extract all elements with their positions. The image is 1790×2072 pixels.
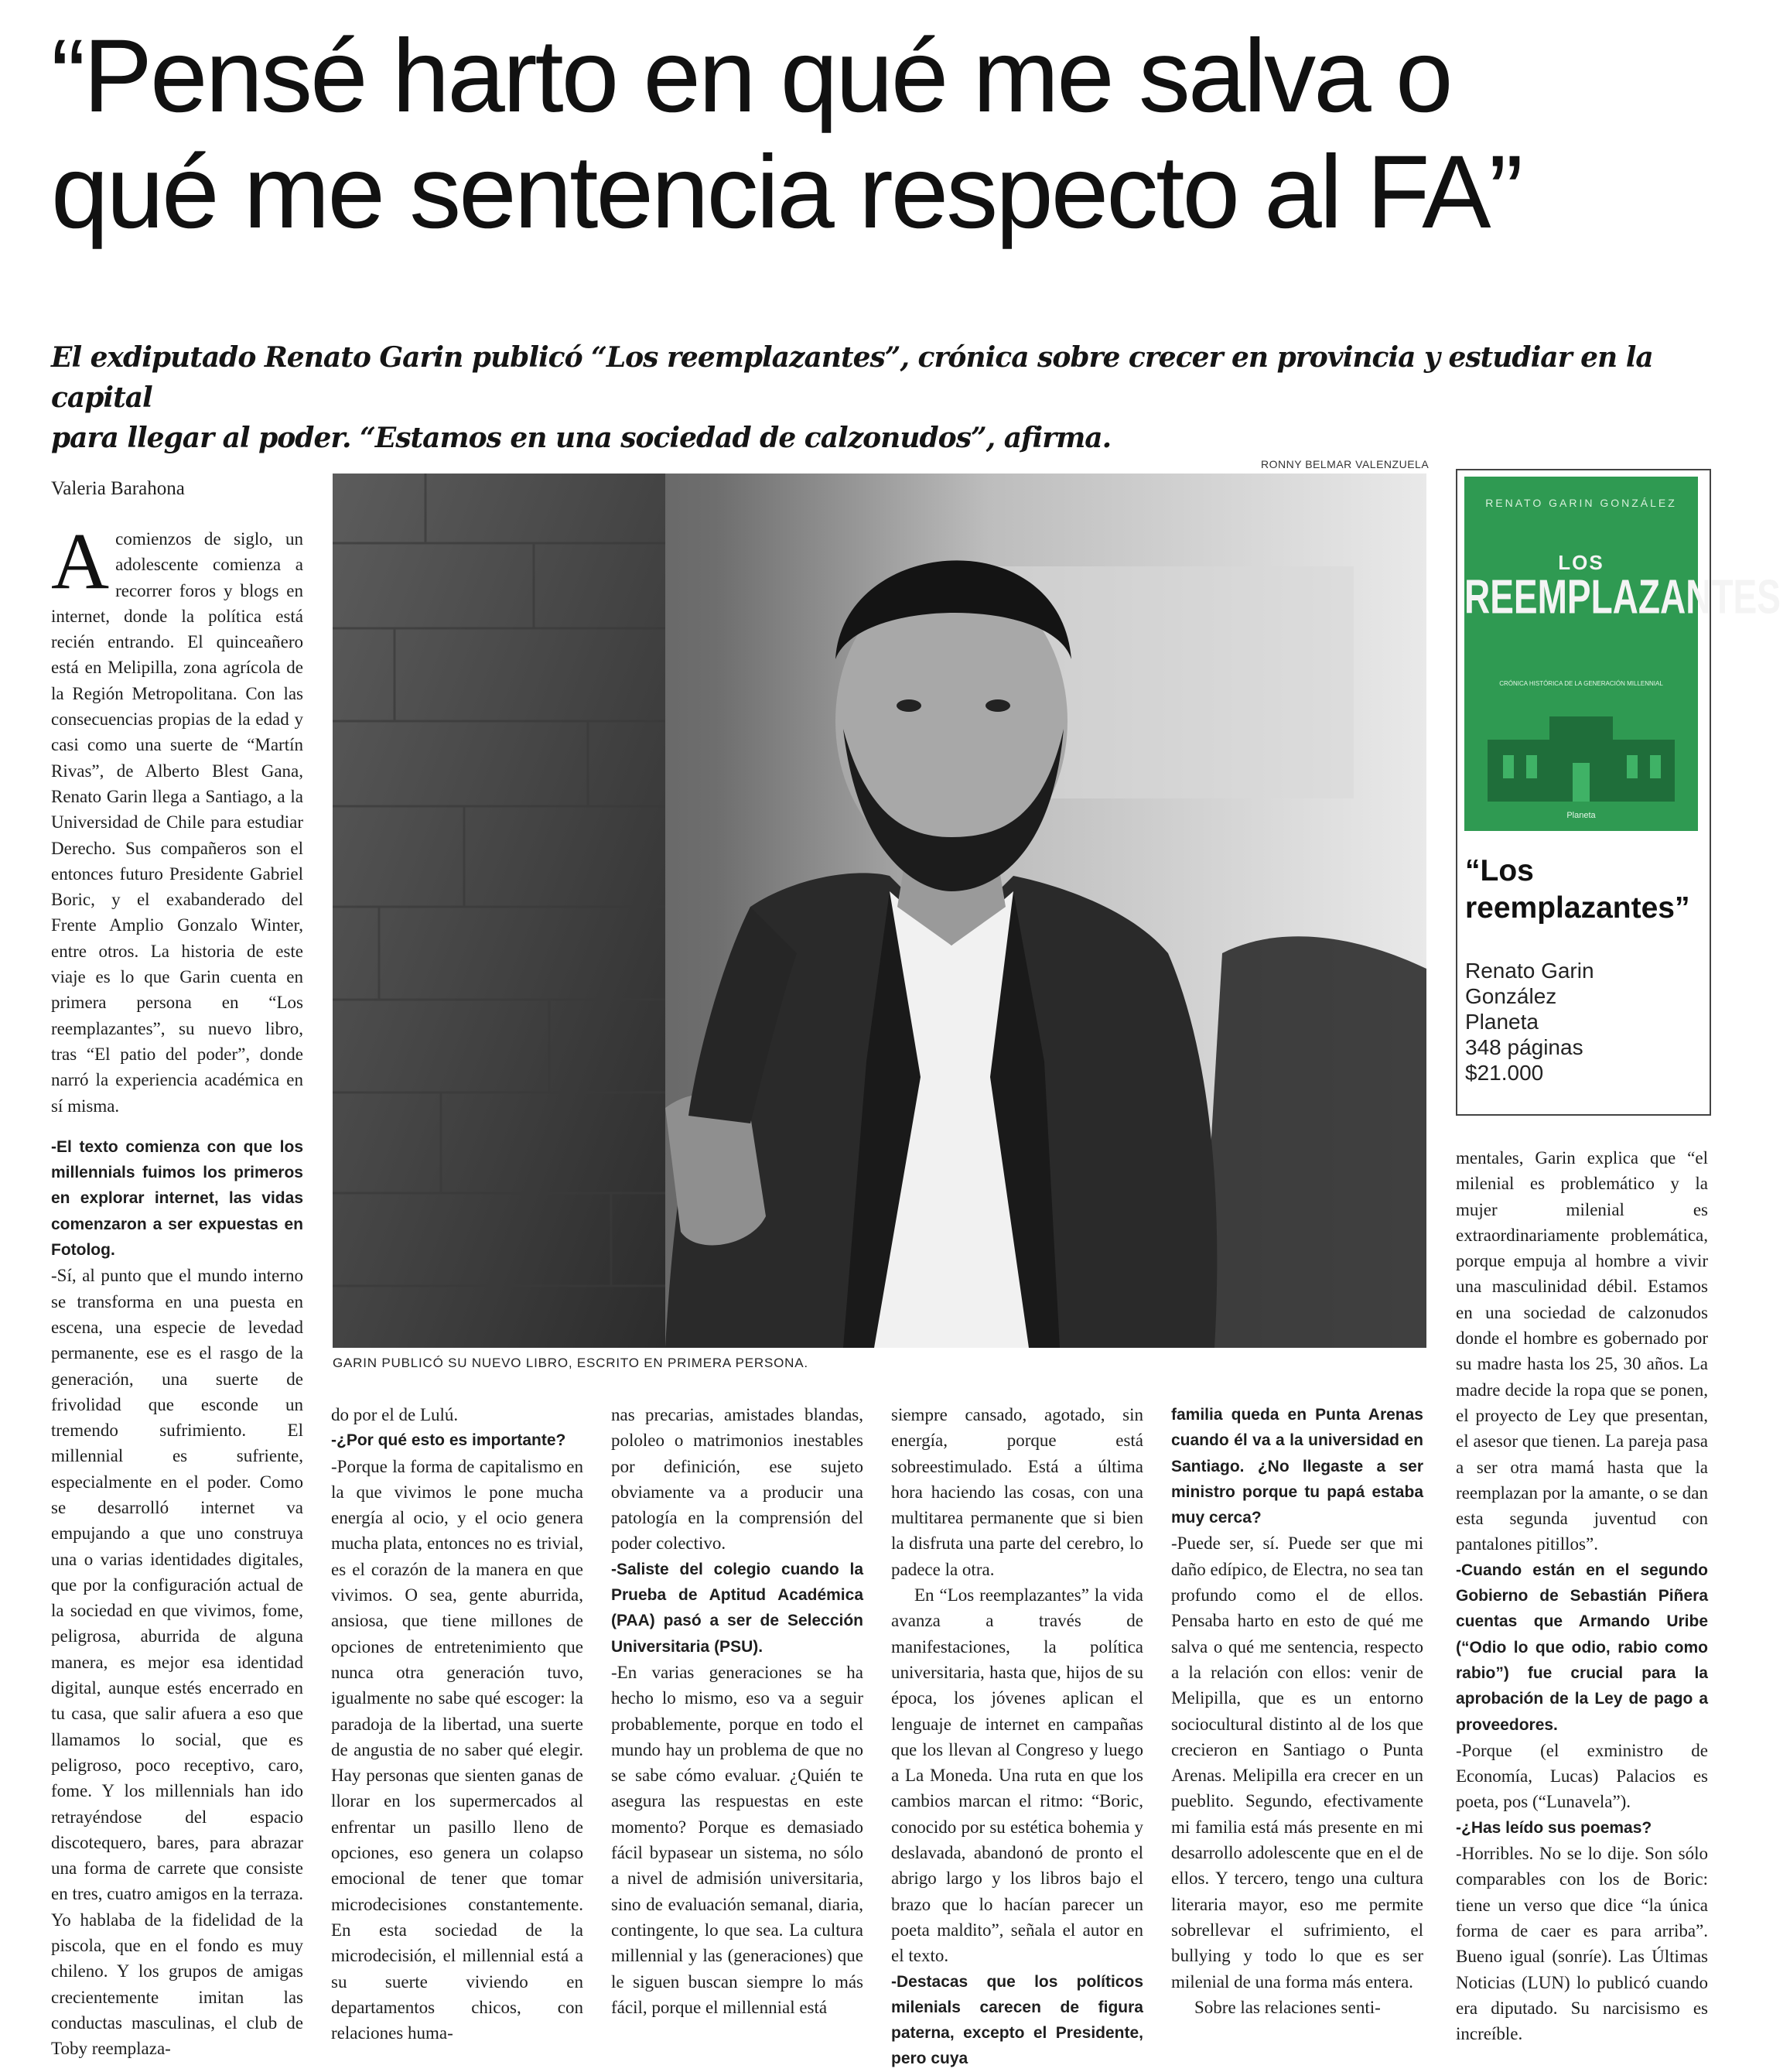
headline	[51, 19, 1737, 251]
article-column-2	[331, 1402, 583, 2046]
photo-caption: GARIN PUBLICÓ SU NUEVO LIBRO, ESCRITO EN PRIMERA PERSONA.	[333, 1356, 808, 1370]
book-title	[1465, 853, 1705, 927]
answer-2-continued: nas precarias, amistades blandas, pololeo o matrimonios inestables por definición, ese sujeto obviamente va a producir una patología en la comprensión del poder colectivo.	[611, 1405, 863, 1554]
article-column-6	[1456, 1145, 1708, 2046]
answer-5: -Porque (el exministro de Economía, Lucas) Palacios es poeta, pos (“Lunavela”).	[1456, 1740, 1708, 1812]
relations-paragraph-continued: mentales, Garin explica que “el milenial es problemático y la mujer milenial es extraordinariamente problemática, porque empuja al hombre a vivir una masculinidad débil. Estamos en una sociedad de calzonudos donde el hombre es gobernado por su madre hasta los 25, 30 años. La madre decide la ropa que se ponen, el proyecto de Ley que presentan, el asesor que tienen. La pareja pasa a ser otra mamá hasta que la reemplazan por la amante, o se dan esta segunda juventud con pantalones pitillos”.	[1456, 1148, 1708, 1554]
article-column-1	[51, 517, 303, 2062]
answer-6: -Horribles. No se lo dije. Son sólo comparables con los de Boric: tiene un verso que dice “la única forma de caer es para arriba”. Bueno igual (sonríe). Las Últimas Noticias (LUN) lo publicó cuando era diputado. Su narcisismo es increíble.	[1456, 1844, 1708, 2044]
answer-4: -Puede ser, sí. Puede ser que mi daño edípico, de Electra, no sea tan profundo como el de ellos. Pensaba harto en esto de qué me salva o qué me sentencia, respecto a la relación con ellos: venir de Melipilla, que es un entorno sociocultural distinto al de los que crecieron en Santiago o Punta Arenas. Melipilla era crecer en un pueblito. Segundo, efectivamente mi familia está más presente en mi desarrollo adolescente que en el de ellos. Y tercero, tengo una cultura literaria mayor, eso me permite sobrellevar el sufrimiento, el bullying y todo lo que es ser milenial de una forma más entera.	[1171, 1533, 1423, 1992]
book-author-line-2: González	[1465, 984, 1557, 1008]
drop-cap: A	[51, 517, 110, 606]
answer-2: -Porque la forma de capitalismo en la que vivimos le pone mucha energía al ocio, y el ocio genera mucha plata, entonces no es trivial, es el corazón de la manera en que vivimos. O sea, gente aburrida, ansiosa, que tiene millones de opciones de entretenimiento que nunca otra generación tuvo, igualmente no sabe qué escoger: la paradoja de la libertad, una suerte de angustia de no saber qué elegir. Hay personas que sienten ganas de llorar en los supermercados al enfrentar un pasillo lleno de opciones, eso genera un colapso emocional de tener que tomar microdecisiones constantemente. En esta sociedad de la microdecisión, el millennial está a su suerte viviendo en departamentos chicos, con relaciones huma-	[331, 1456, 583, 2043]
relations-paragraph: Sobre las relaciones senti-	[1194, 1997, 1381, 2017]
cover-subtitle: CRÓNICA HISTÓRICA DE LA GENERACIÓN MILLENNIAL	[1499, 680, 1663, 687]
book-cover	[1464, 477, 1781, 831]
book-title-line-2: reemplazantes”	[1465, 891, 1690, 925]
cover-los: LOS	[1558, 551, 1604, 574]
question-3: -Saliste del colegio cuando la Prueba de Aptitud Académica (PAA) pasó a ser de Selección Universitaria (PSU).	[611, 1560, 863, 1656]
book-publisher: Planeta	[1465, 1010, 1539, 1034]
deck-line-2: para llegar al poder. “Estamos en una sociedad de calzonudos”, afirma.	[51, 422, 1112, 454]
book-title-line-1: “Los	[1465, 854, 1534, 887]
book-author-line-1: Renato Garin	[1465, 959, 1594, 983]
article-column-4	[891, 1402, 1143, 2072]
question-1: -El texto comienza con que los millennials fuimos los primeros en explorar internet, las vidas comenzaron a ser expuestas en Fotolog.	[51, 1137, 303, 1260]
photo-credit: RONNY BELMAR VALENZUELA	[1261, 458, 1430, 470]
byline: Valeria Barahona	[51, 478, 185, 499]
deck-line-1: El exdiputado Renato Garin publicó “Los reemplazantes”, crónica sobre crecer en provincia y estudiar en la capital	[51, 341, 1653, 414]
book-pages: 348 páginas	[1465, 1035, 1583, 1059]
answer-1: -Sí, al punto que el mundo interno se transforma en una puesta en escena, una especie de levedad permanente, ese es el rasgo de la generación, una suerte de frivolidad que esconde un tremendo sufrimiento. El millennial es sufriente, especialmente en el poder. Como se desarrolló internet va empujando a que uno construya una o varias identidades digitales, que por la configuración actual de la sociedad en que vivimos, fome, peligrosa, aburrida de alguna manera, es mejor esa identidad digital, aunque estés encerrado en tu casa, que salir afuera a eso que llamamos lo social, que es peligroso, poco receptivo, caro, fome. Y los millennials han ido retrayéndose del espacio discotequero, bares, para abrazar una forma de carrete que consiste en tres, cuatro amigos en la terraza. Yo hablaba de la fidelidad de la piscola, que en el fondo es muy chileno. Y los grupos de amigas crecientemente imitan las conductas masculinas, el club de Toby reemplaza-	[51, 1266, 303, 2059]
portrait-photo	[333, 474, 1426, 1348]
deck	[51, 337, 1737, 458]
headline-line-2: qué me sentencia respecto al FA”	[51, 135, 1522, 250]
answer-3-continued: siempre cansado, agotado, sin energía, porque está sobreestimulado. Está a última hora haciendo las cosas, con una multitarea permanente que si bien la disfruta una parte del cerebro, lo padece la otra.	[891, 1405, 1143, 1579]
cover-building-illustration	[1480, 709, 1682, 802]
cover-author: RENATO GARIN GONZÁLEZ	[1485, 497, 1677, 509]
question-4-continued: familia queda en Punta Arenas cuando él va a la universidad en Santiago. ¿No llegaste a ser ministro porque tu papá estaba muy cerca?	[1171, 1406, 1423, 1527]
question-2: -¿Por qué esto es importante?	[331, 1431, 566, 1450]
intro-paragraph: comienzos de siglo, un adolescente comienza a recorrer foros y blogs en internet, donde la política está recién entrando. El quinceañero está en Melipilla, zona agrícola de la Región Metropolitana. Con las consecuencias propias de la edad y casi como una suerte de “Martín Rivas”, de Alberto Blest Gana, Renato Garin llega a Santiago, a la Universidad de Chile para estudiar Derecho. Sus compañeros son el entonces futuro Presidente Gabriel Boric, y el exabanderado del Frente Amplio Gonzalo Winter, entre otros. La historia de este viaje es lo que Garin cuenta en primera persona en “Los reemplazantes”, su nuevo libro, tras “El patio del poder”, donde narró la experiencia académica en sí misma.	[51, 529, 303, 1116]
cover-title: REEMPLAZANTES	[1464, 569, 1781, 624]
cover-publisher: Planeta	[1566, 811, 1596, 820]
article-column-5	[1171, 1402, 1423, 2020]
answer-3: -En varias generaciones se ha hecho lo mismo, eso va a seguir probablemente, porque en todo el mundo hay un problema de que no se sabe cómo evaluar. ¿Quién te asegura las respuestas en este momento? Porque es demasiado fácil bypasear un sistema, no sólo a nivel de admisión universitaria, sino de evaluación semanal, diaria, contingente, lo que sea. La cultura millennial y las (generaciones) que le siguen buscan siempre lo más fácil, porque el millennial está	[611, 1662, 863, 2017]
headline-line-1: “Pensé harto en qué me salva o	[51, 19, 1451, 134]
narrative-paragraph: En “Los reemplazantes” la vida avanza a través de manifestaciones, la política universitaria, hasta que, hijos de su época, los jóvenes aplican el lenguaje de internet en campañas que los llevan al Congreso y luego a La Moneda. Una ruta en que los cambios marcan el ritmo: “Boric, conocido por su estética bohemia y deslavada, abandonó de pronto el abrigo largo y los libros bajo el brazo que lo hacían parecer un poeta maldito”, señala el autor en el texto.	[891, 1585, 1143, 1966]
book-info	[1465, 958, 1705, 1086]
question-5: -Cuando están en el segundo Gobierno de Sebastián Piñera cuentas que Armando Uribe (“Odio lo que odio, rabio como rabio”) fue crucial para la aprobación de la Ley de pago a proveedores.	[1456, 1561, 1708, 1734]
question-4: -Destacas que los políticos milenials carecen de figura paterna, excepto el Presidente, pero cuya	[891, 1972, 1143, 2068]
book-price: $21.000	[1465, 1061, 1544, 1085]
answer-1-continued: do por el de Lulú.	[331, 1405, 459, 1424]
question-6: -¿Has leído sus poemas?	[1456, 1818, 1652, 1837]
article-column-3	[611, 1402, 863, 2020]
